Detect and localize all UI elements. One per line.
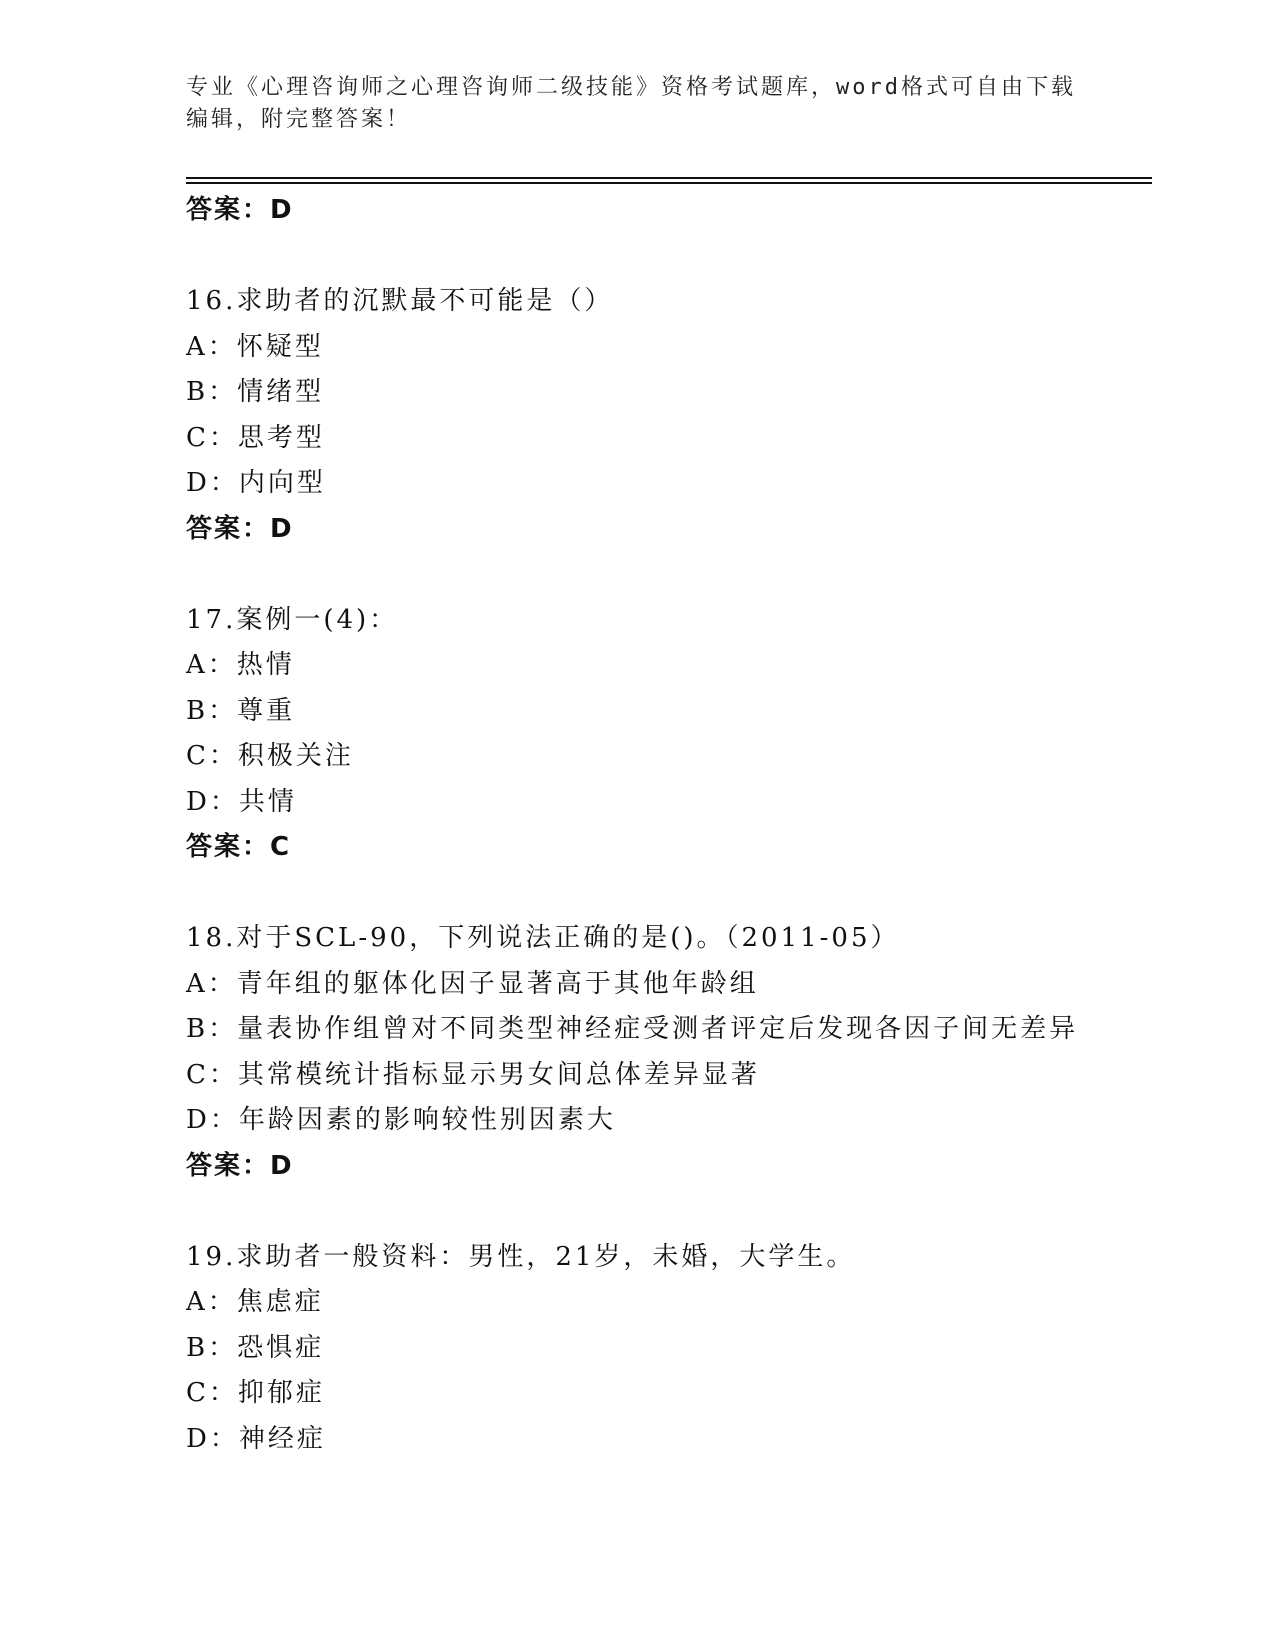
option-b: B：尊重	[186, 695, 296, 726]
option-d: D：内向型	[186, 468, 326, 498]
option-d: D：共情	[186, 786, 297, 817]
spacer	[186, 552, 1186, 598]
question-17	[186, 598, 1186, 871]
option-c: C：思考型	[186, 422, 325, 453]
question-text: 16.求助者的沉默最不可能是（）	[186, 286, 614, 316]
question-18	[186, 916, 1186, 1189]
answer: 答案：D	[186, 1150, 294, 1181]
document-header	[186, 72, 1086, 136]
header-line-1: 专业《心理咨询师之心理咨询师二级技能》资格考试题库，word格式可自由下载	[186, 75, 1076, 100]
header-divider-bottom	[186, 182, 1152, 184]
question-text: 17.案例一(4)：	[186, 604, 399, 635]
spacer	[186, 1189, 1186, 1235]
question-19	[186, 1235, 1186, 1463]
answer-15: 答案：D	[186, 195, 294, 225]
option-c: C：积极关注	[186, 741, 354, 771]
answer: 答案：C	[186, 832, 292, 862]
option-b: B：量表协作组曾对不同类型神经症受测者评定后发现各因子间无差异	[186, 1014, 1079, 1044]
question-text: 18.对于SCL-90，下列说法正确的是()。（2011-05）	[186, 923, 900, 953]
spacer	[186, 234, 1186, 280]
option-c: C：其常模统计指标显示男女间总体差异显著	[186, 1059, 760, 1090]
answer: 答案：D	[186, 513, 294, 544]
option-c: C：抑郁症	[186, 1378, 325, 1408]
option-d: D：神经症	[186, 1423, 326, 1454]
option-a: A：怀疑型	[186, 331, 324, 362]
header-divider-top	[186, 177, 1152, 179]
option-b: B：情绪型	[186, 377, 325, 407]
option-a: A：热情	[186, 650, 295, 680]
option-a: A：青年组的躯体化因子显著高于其他年龄组	[186, 968, 759, 999]
question-text: 19.求助者一般资料：男性，21岁，未婚，大学生。	[186, 1241, 856, 1272]
option-b: B：恐惧症	[186, 1332, 325, 1363]
option-a: A：焦虑症	[186, 1287, 324, 1317]
question-list	[186, 188, 1186, 1462]
header-line-2: 编辑，附完整答案！	[186, 107, 412, 132]
spacer	[186, 871, 1186, 917]
option-d: D：年龄因素的影响较性别因素大	[186, 1105, 616, 1135]
question-16	[186, 279, 1186, 552]
